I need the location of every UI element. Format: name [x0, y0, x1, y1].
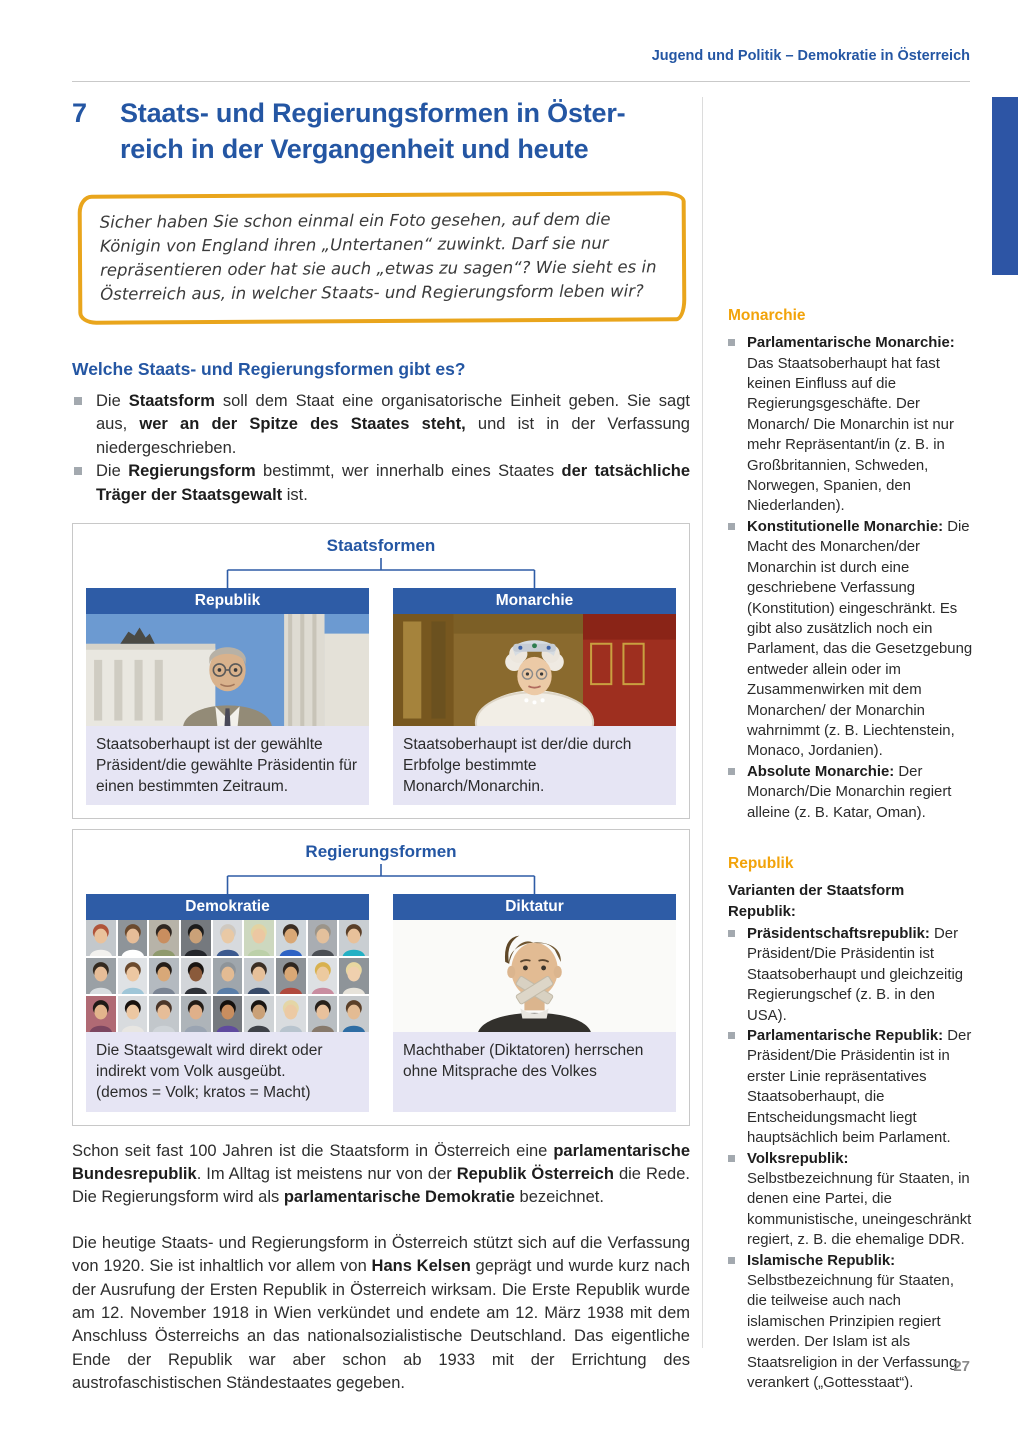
monarchie-label: Monarchie [393, 588, 676, 614]
crowd-face-tile [276, 996, 306, 1032]
crowd-face-tile [149, 996, 179, 1032]
crowd-face-tile [339, 958, 369, 994]
crowd-face-tile [213, 996, 243, 1032]
section-heading: Welche Staats- und Regierungsformen gibt es? [72, 358, 466, 379]
queen-photo [393, 614, 676, 726]
connector-bracket [86, 864, 676, 894]
crowd-face-tile [149, 958, 179, 994]
diktatur-box [393, 894, 676, 1111]
connector-bracket [86, 558, 676, 588]
crowd-face-tile [181, 996, 211, 1032]
chapter-title-text: Staats- und Regierungsformen in Öster- reich in der Vergangenheit und heute [120, 98, 626, 164]
crowd-face-tile [118, 958, 148, 994]
crowd-portrait-grid [86, 920, 369, 1032]
chapter-number: 7 [72, 98, 87, 128]
body-paragraph: Schon seit fast 100 Jahren ist die Staatsform in Österreich eine parlamentarische Bundesrepublik. Im Alltag ist meistens nur von der Republik Österreich die Rede. Die Regierungsform wird als parlamentarische Demokratie bezeichnet. [72, 1141, 690, 1207]
crowd-face-tile [149, 920, 179, 956]
intro-sketch-box [78, 191, 687, 324]
republik-label: Republik [86, 588, 369, 614]
crowd-face-tile [118, 920, 148, 956]
republik-list-intro: Varianten der Staatsform Republik: [728, 883, 905, 920]
intro-text: Sicher haben Sie schon einmal ein Foto gesehen, auf dem die Königin von England ihren „Untertanen“ zuwinkt. Darf sie nur repräsentieren oder hat sie auch „etwas zu sagen“? Wie sieht es in Österreich aus, in welcher Staats- und Regierungsform leben wir? [99, 209, 657, 304]
chapter-title [72, 96, 690, 167]
diagram-title: Regierungsformen [305, 842, 457, 862]
crowd-face-tile [276, 920, 306, 956]
diagram-title: Staatsformen [326, 536, 436, 556]
list-item: Die Regierungsform bestimmt, wer innerhalb eines Staates der tatsächliche Träger der Staatsgewalt ist. [72, 460, 690, 507]
crowd-face-tile [118, 996, 148, 1032]
crowd-face-tile [276, 958, 306, 994]
crowd-face-tile [181, 920, 211, 956]
list-item: Parlamentarische Monarchie: Das Staatsoberhaupt hat fast keinen Einfluss auf die Regierungsgeschäfte. Der Monarch/ Die Monarchin ist nur mehr Repräsentant/in (z. B. in Großbritannien, Schweden, Norwegen, Spanien, den Niederlanden). [728, 333, 976, 517]
crowd-face-tile [213, 920, 243, 956]
republik-box [86, 588, 369, 805]
staatsformen-diagram [72, 523, 690, 819]
page-number: 27 [953, 1358, 970, 1375]
crowd-face-tile [339, 996, 369, 1032]
monarchie-caption: Staatsoberhaupt ist der/die durch Erbfolge bestimmte Monarch/Monarchin. [393, 726, 676, 805]
header-rule [72, 81, 970, 82]
running-head: Jugend und Politik – Demokratie in Österreich [651, 48, 970, 64]
list-item: Die Staatsform soll dem Staat eine organisatorische Einheit geben. Sie sagt aus, wer an der Spitze des Staates steht, und ist in der Verfassung niedergeschrieben. [72, 390, 690, 460]
main-column [72, 96, 690, 1396]
demokratie-label: Demokratie [86, 894, 369, 920]
crowd-face-tile [308, 958, 338, 994]
republik-caption: Staatsoberhaupt ist der gewählte Präsident/die gewählte Präsidentin für einen bestimmten Zeitraum. [86, 726, 369, 805]
crowd-face-tile [339, 920, 369, 956]
demokratie-caption: Die Staatsgewalt wird direkt oder indirekt vom Volk ausgeübt. (demos = Volk; kratos = Macht) [86, 1032, 369, 1111]
crowd-face-tile [86, 958, 116, 994]
crowd-face-tile [244, 920, 274, 956]
monarchie-list [728, 333, 976, 823]
list-item: Absolute Monarchie: Der Monarch/Die Monarchin regiert alleine (z. B. Katar, Oman). [728, 762, 976, 823]
republik-list [728, 924, 976, 1393]
crowd-face-tile [86, 920, 116, 956]
taped-mouth-man-photo [393, 920, 676, 1032]
chapter-edge-tab [992, 97, 1018, 275]
sidebar-heading-monarchie: Monarchie [728, 307, 806, 324]
demokratie-box [86, 894, 369, 1111]
crowd-face-tile [244, 958, 274, 994]
column-divider [702, 97, 703, 1348]
definition-list [72, 390, 690, 507]
regierungsformen-diagram [72, 829, 690, 1125]
diktatur-caption: Machthaber (Diktatoren) herrschen ohne Mitsprache des Volkes [393, 1032, 676, 1111]
list-item: Islamische Republik: Selbstbezeichnung für Staaten, die teilweise auch nach islamischen Prinzipien regiert werden. Der Islam ist als Staatsreligion in der Verfassung verankert („Gottesstaat“). [728, 1251, 976, 1394]
crowd-face-tile [308, 920, 338, 956]
crowd-face-tile [244, 996, 274, 1032]
list-item: Volksrepublik: Selbstbezeichnung für Staaten, in denen eine Partei, die kommunistische, uneingeschränkt regiert, z. B. die ehemalige DDR. [728, 1149, 976, 1251]
austrian-president-photo [86, 614, 369, 726]
crowd-face-tile [213, 958, 243, 994]
list-item: Parlamentarische Republik: Der Präsident/Die Präsidentin ist in erster Linie repräsentatives Staatsoberhaupt, die Entscheidungsmacht liegt hauptsächlich beim Parlament. [728, 1026, 976, 1148]
crowd-face-tile [308, 996, 338, 1032]
list-item: Konstitutionelle Monarchie: Die Macht des Monarchen/der Monarchin ist durch eine geschriebene Verfassung (Konstitution) eingeschränkt. Es gibt also zusätzlich noch ein Parlament, das die Gesetzgebung entweder allein oder im Zusammenwirken mit dem Monarchen/ der Monarchin wahrnimmt (z. B. Liechtenstein, Monaco, Jordanien). [728, 517, 976, 762]
body-paragraph: Die heutige Staats- und Regierungsform in Österreich stützt sich auf die Verfassung von 1920. Sie ist inhaltlich vor allem von Hans Kelsen geprägt und wurde kurz nach der Ausrufung der Ersten Republik in Österreich wirksam. Die Erste Republik wurde am 12. November 1918 in Wien verkündet und endete am 12. März 1938 mit dem Anschluss Österreichs an das nationalsozialistische Deutschland. Das eigentliche Ende der Republik war aber schon ab 1933 mit der Errichtung des austrofaschistischen Ständestaates gegeben. [72, 1233, 690, 1393]
sidebar-heading-republik: Republik [728, 854, 794, 872]
monarchie-box [393, 588, 676, 805]
crowd-face-tile [86, 996, 116, 1032]
crowd-face-tile [181, 958, 211, 994]
list-item: Präsidentschaftsrepublik: Der Präsident/Die Präsidentin ist Staatsoberhaupt und gleichzeitig Regierungschef (z. B. in den USA). [728, 924, 976, 1026]
diktatur-label: Diktatur [393, 894, 676, 920]
margin-column [728, 305, 976, 1393]
